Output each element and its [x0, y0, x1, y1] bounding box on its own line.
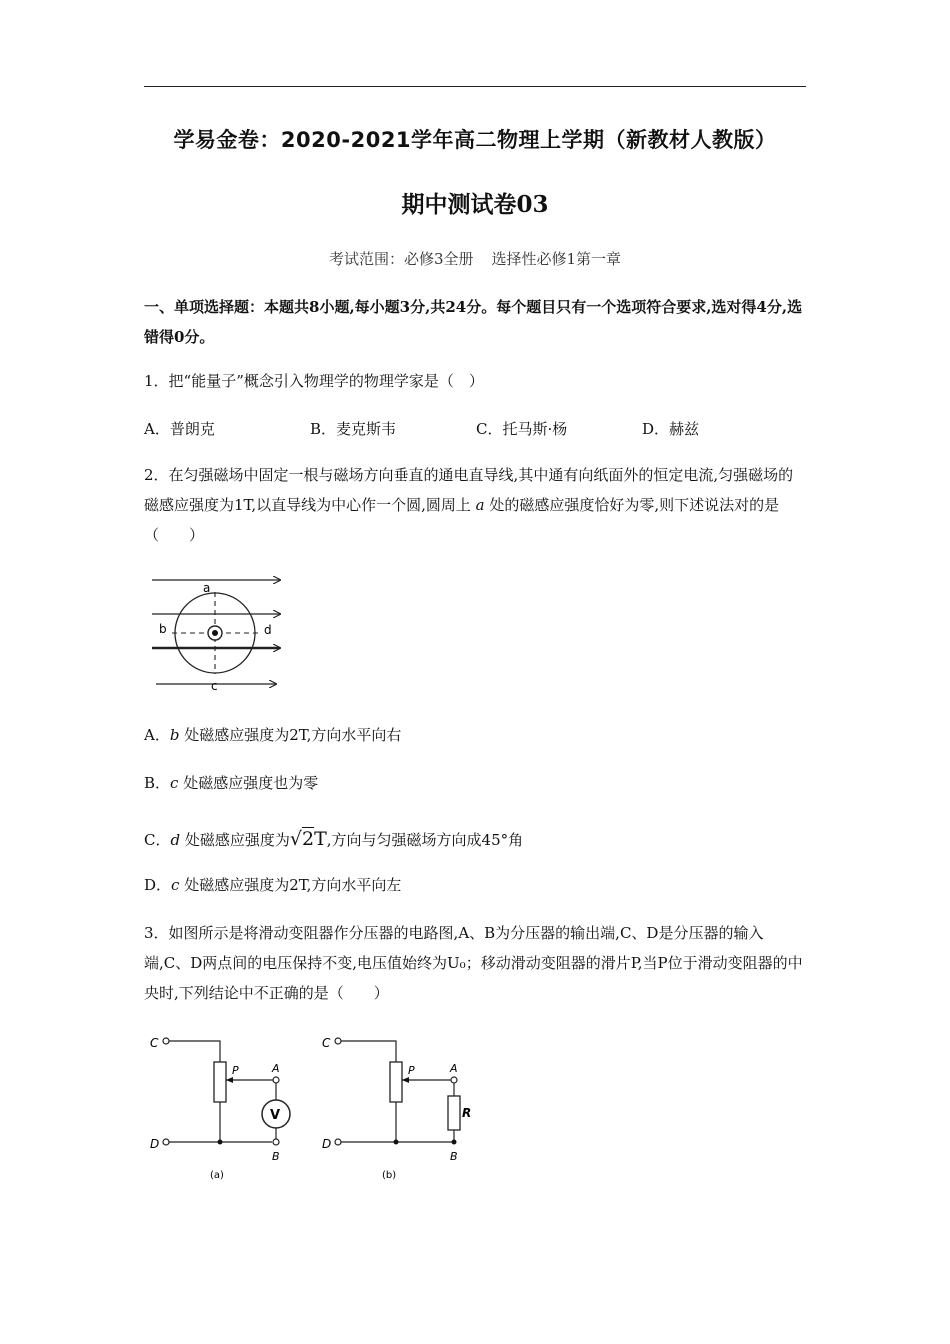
label-a: a [203, 581, 211, 595]
magnetic-field-figure [150, 572, 286, 694]
svg-text:(a): (a) [210, 1170, 224, 1181]
voltmeter-label: V [270, 1108, 281, 1123]
question-3-stem: 3．如图所示是将滑动变阻器作分压器的电路图,A、B为分压器的输出端,C、D是分压器的输入端,C、D两点间的电压保持不变,电压值始终为U₀；移动滑动变阻器的滑片P,当P位于滑动变阻器的中央时,下列结论中不正确的是（ ） [144, 924, 803, 1002]
label-c: c [211, 679, 218, 693]
sqrt-symbol: √ [289, 828, 302, 850]
exam-subtitle: 期中测试卷03 [401, 191, 549, 218]
exam-scope [0, 248, 950, 269]
q1-option-b: B．麦克斯韦 [310, 420, 397, 438]
svg-text:C: C [322, 1036, 331, 1050]
svg-text:D: D [150, 1137, 160, 1151]
q2-option-b: B．c 处磁感应强度也为零 [144, 774, 319, 792]
label-d: d [264, 623, 272, 637]
scope-extra: 选择性必修1第一章 [491, 250, 622, 268]
svg-text:C: C [150, 1036, 159, 1050]
header-rule [144, 86, 806, 87]
exam-title: 学易金卷：2020-2021学年高二物理上学期（新教材人教版） [173, 128, 777, 152]
q2-option-c: C．d 处磁感应强度为√2T,方向与匀强磁场方向成45°角 [144, 828, 524, 850]
q1-option-c: C．托马斯·杨 [476, 420, 568, 438]
q1-option-d: D．赫兹 [642, 420, 700, 438]
svg-text:(b): (b) [382, 1170, 397, 1181]
q2-option-a: A．b 处磁感应强度为2T,方向水平向右 [144, 726, 402, 744]
q1-option-a: A．普朗克 [144, 420, 215, 438]
divider-circuit-b [318, 1030, 478, 1190]
svg-text:D: D [322, 1137, 332, 1151]
q2-option-d: D．c 处磁感应强度为2T,方向水平向左 [144, 876, 402, 894]
svg-text:P: P [232, 1064, 239, 1077]
scope-main: 考试范围：必修3全册 [328, 250, 474, 268]
label-b: b [159, 622, 167, 636]
question-1-options [144, 414, 808, 444]
resistor-label: R [462, 1106, 472, 1120]
section-heading: 一、单项选择题：本题共8小题,每小题3分,共24分。每个题目只有一个选项符合要求,选对得4分,选错得0分。 [144, 298, 803, 346]
question-1-stem: 1．把“能量子”概念引入物理学的物理学家是（ ） [144, 372, 484, 390]
question-2-stem: 2．在匀强磁场中固定一根与磁场方向垂直的通电直导线,其中通有向纸面外的恒定电流,匀强磁场的磁感应强度为1T,以直导线为中心作一个圆,圆周上 a 处的磁感应强度恰好为零,则下述说法对的是（ ） [144, 466, 794, 544]
svg-text:A: A [272, 1062, 280, 1075]
divider-circuit-a [146, 1030, 306, 1190]
svg-text:B: B [450, 1150, 458, 1163]
svg-text:A: A [450, 1062, 458, 1075]
svg-text:B: B [272, 1150, 280, 1163]
svg-text:P: P [408, 1064, 415, 1077]
